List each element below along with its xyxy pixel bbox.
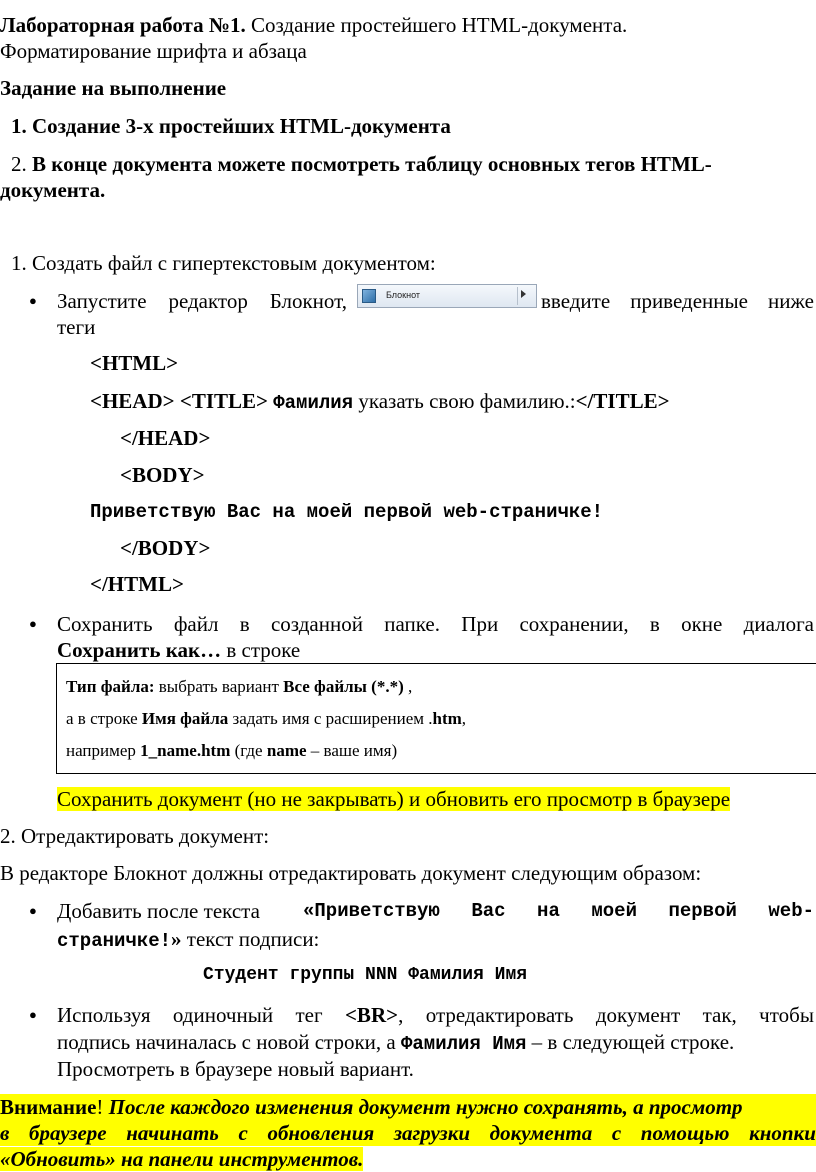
chevron-right-icon xyxy=(521,290,526,298)
box-row-2: а в строке Имя файла задать имя с расширением .htm, xyxy=(66,709,467,728)
signature-text: Студент группы NNN Фамилия Имя xyxy=(203,965,528,985)
task-item-1: 1. Создание 3-х простейших HTML-документа xyxy=(11,114,451,138)
save-instructions-box xyxy=(56,663,816,774)
document-title xyxy=(0,12,627,38)
task-heading: Задание на выполнение xyxy=(0,76,227,100)
bullet2-line1: Сохранить файл в созданной папке. При сохранении, в окне диалога xyxy=(57,612,814,636)
bullet4-line1: Используя одиночный тег <BR>, отредактировать документ так, чтобы xyxy=(57,1003,814,1027)
code-head-close: </HEAD> xyxy=(120,426,211,450)
bullet3-line1-start: Добавить после текста xyxy=(57,899,260,923)
bullet-dot: ● xyxy=(29,1007,37,1022)
highlight-save-note: Сохранить документ (но не закрывать) и обновить его просмотр в браузере xyxy=(57,787,731,811)
title-rest: Создание простейшего HTML-документа. xyxy=(245,13,628,37)
warning-line2: в браузере начинать с обновления загрузки документа с помощью кнопки xyxy=(0,1121,816,1145)
code-html-close: </HTML> xyxy=(90,572,184,596)
notepad-icon xyxy=(362,289,376,303)
box-row-1: Тип файла: выбрать вариант Все файлы (*.*) , xyxy=(66,677,413,696)
step-1: 1. Создать файл с гипертекстовым документом: xyxy=(11,251,436,275)
code-head-title: <HEAD> <TITLE> Фамилия указать свою фамилию.:</TITLE> xyxy=(90,389,670,414)
task-item-2: 2. В конце документа можете посмотреть таблицу основных тегов HTML- xyxy=(11,152,712,176)
bullet-dot: ● xyxy=(29,903,37,918)
code-greeting: Приветствую Вас на моей первой web-страничке! xyxy=(90,501,604,523)
box-row-3: например 1_name.htm (где name – ваше имя) xyxy=(66,741,398,760)
code-html-open: <HTML> xyxy=(90,351,179,375)
code-body-close: </BODY> xyxy=(120,536,211,560)
bullet1-line1: Запустите редактор Блокнот, xyxy=(57,289,347,313)
warning-line1: Внимание! После каждого изменения документ нужно сохранять, а просмотр xyxy=(0,1094,816,1120)
title-bold: Лабораторная работа №1. xyxy=(0,13,246,37)
bullet4-line2: подпись начиналась с новой строки, а Фамилия Имя – в следующей строке. xyxy=(57,1030,735,1055)
bullet-dot: ● xyxy=(29,293,37,308)
bullet-dot: ● xyxy=(29,616,37,631)
warning-line3: «Обновить» на панели инструментов. xyxy=(0,1147,364,1171)
notepad-label: Блокнот xyxy=(386,290,421,300)
step-2-desc: В редакторе Блокнот должны отредактировать документ следующим образом: xyxy=(0,861,702,885)
bullet2-line2: Сохранить как… в строке xyxy=(57,638,301,662)
bullet1-line2: теги xyxy=(57,315,96,339)
bullet1-line1-after: введите приведенные ниже xyxy=(541,289,814,313)
bullet4-line3: Просмотреть в браузере новый вариант. xyxy=(57,1057,414,1081)
task-item-2-cont: документа. xyxy=(0,178,106,202)
bullet3-line1-mono: «Приветствую Вас на моей первой web- xyxy=(303,900,814,922)
notepad-start-button[interactable] xyxy=(357,284,537,308)
code-body-open: <BODY> xyxy=(120,463,205,487)
title-line2: Форматирование шрифта и абзаца xyxy=(0,39,307,63)
bullet3-line2: страничке!» текст подписи: xyxy=(57,927,320,952)
step-2: 2. Отредактировать документ: xyxy=(0,824,270,848)
